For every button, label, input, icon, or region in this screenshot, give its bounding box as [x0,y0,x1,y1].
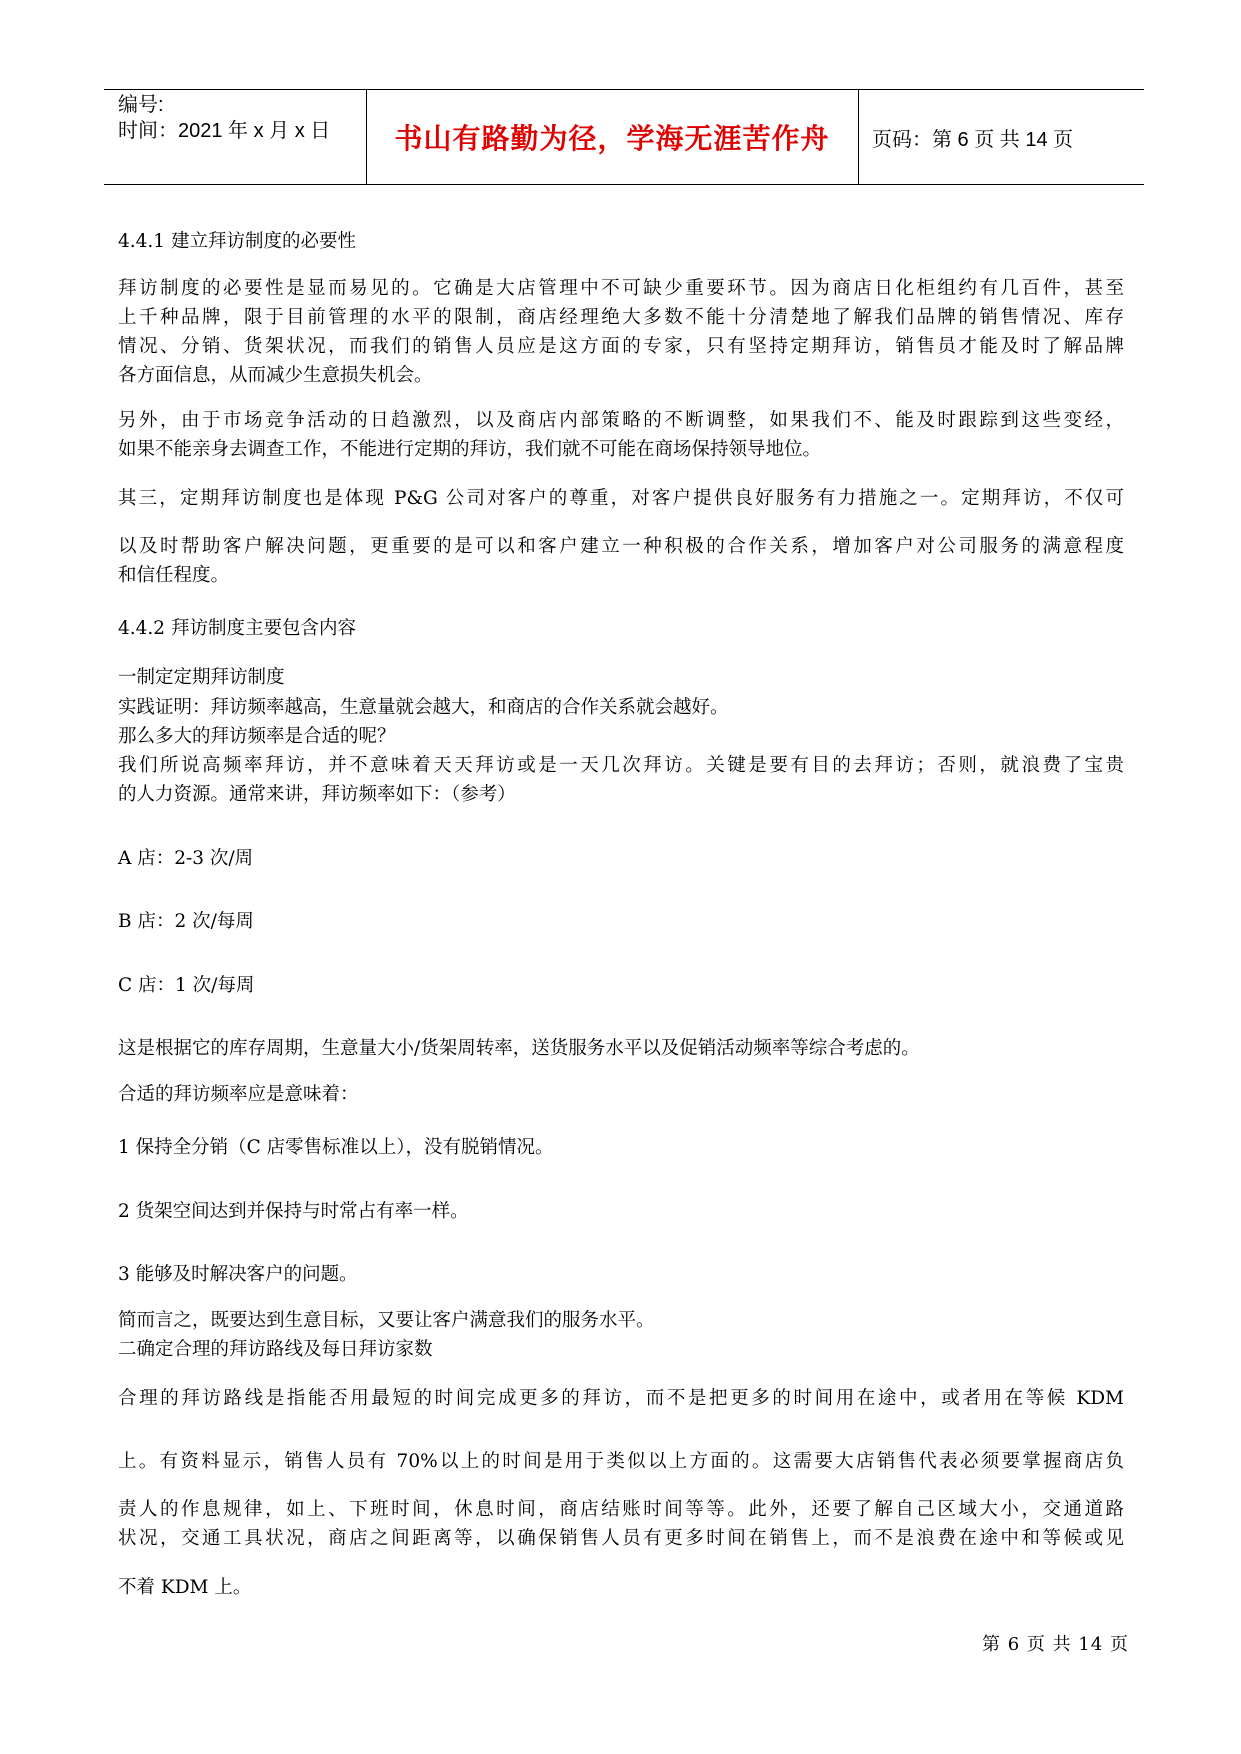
paragraph-line: 实践证明：拜访频率越高，生意量就会越大，和商店的合作关系就会越好。 [118,697,729,718]
paragraph-line: 我们所说高频率拜访，并不意味着天天拜访或是一天几次拜访。关键是要有目的去拜访；否则，就浪费了宝贵 [118,755,1124,776]
paragraph-line: 另外，由于市场竞争活动的日趋激烈，以及商店内部策略的不断调整，如果我们不、能及时跟踪到这些变经， [118,410,1124,431]
list-item: 1 保持全分销（C 店零售标准以上），没有脱销情况。 [118,1137,554,1158]
subsection-heading: 二确定合理的拜访路线及每日拜访家数 [118,1339,433,1360]
frequency-b-store: B 店：2 次/每周 [118,911,254,932]
paragraph-line: 拜访制度的必要性是显而易见的。它确是大店管理中不可缺少重要环节。因为商店日化柜组约有几百件，甚至 [118,278,1124,299]
document-number-label: 编号: [118,94,164,116]
document-header [104,89,1144,185]
list-item: 3 能够及时解决客户的问题。 [118,1264,358,1285]
paragraph-line: 上千种品牌，限于目前管理的水平的限制，商店经理绝大多数不能十分清楚地了解我们品牌的销售情况、库存 [118,307,1124,328]
header-page-label: 页码：第 6 页 共 14 页 [872,128,1074,151]
paragraph-line: 合理的拜访路线是指能否用最短的时间完成更多的拜访，而不是把更多的时间用在途中，或者用在等候 KDM [118,1388,1124,1409]
section-heading-4-4-1: 4.4.1 建立拜访制度的必要性 [118,231,356,252]
document-time-label: 时间：2021 年 x 月 x 日 [118,120,331,142]
paragraph-line: 不着 KDM 上。 [118,1577,252,1598]
section-heading-4-4-2: 4.4.2 拜访制度主要包含内容 [118,618,356,639]
frequency-c-store: C 店：1 次/每周 [118,975,255,996]
paragraph-line: 上。有资料显示，销售人员有 70%以上的时间是用于类似以上方面的。这需要大店销售代表必须要掌握商店负 [118,1451,1124,1472]
paragraph-line: 的人力资源。通常来讲，拜访频率如下：（参考） [118,784,516,805]
paragraph-line: 如果不能亲身去调查工作，不能进行定期的拜访，我们就不可能在商场保持领导地位。 [118,439,822,460]
paragraph-line: 各方面信息，从而减少生意损失机会。 [118,365,433,386]
paragraph-line: 合适的拜访频率应是意味着： [118,1084,359,1105]
paragraph-line: 那么多大的拜访频率是合适的呢？ [118,726,396,747]
paragraph-line: 责人的作息规律，如上、下班时间，休息时间，商店结账时间等等。此外，还要了解自己区域大小，交通道路 [118,1499,1124,1520]
paragraph-line: 以及时帮助客户解决问题，更重要的是可以和客户建立一种积极的合作关系，增加客户对公司服务的满意程度 [118,536,1124,557]
paragraph-line: 这是根据它的库存周期，生意量大小/货架周转率，送货服务水平以及促销活动频率等综合考虑的。 [118,1038,920,1059]
subsection-heading: 一制定定期拜访制度 [118,667,285,688]
paragraph-line: 和信任程度。 [118,565,230,586]
list-item: 2 货架空间达到并保持与时常占有率一样。 [118,1201,469,1222]
frequency-a-store: A 店：2-3 次/周 [118,848,254,869]
paragraph-line: 状况，交通工具状况，商店之间距离等，以确保销售人员有更多时间在销售上，而不是浪费在途中和等候或见 [118,1528,1124,1549]
header-meta [118,92,363,144]
paragraph-line: 简而言之，既要达到生意目标，又要让客户满意我们的服务水平。 [118,1310,655,1331]
header-motto: 书山有路勤为径，学海无涯苦作舟 [394,122,830,155]
page-footer: 第 6 页 共 14 页 [982,1634,1129,1655]
paragraph-line: 其三，定期拜访制度也是体现 P&G 公司对客户的尊重，对客户提供良好服务有力措施之一。定期拜访，不仅可 [118,488,1124,509]
paragraph-line: 情况、分销、货架状况，而我们的销售人员应是这方面的专家，只有坚持定期拜访，销售员才能及时了解品牌 [118,336,1124,357]
